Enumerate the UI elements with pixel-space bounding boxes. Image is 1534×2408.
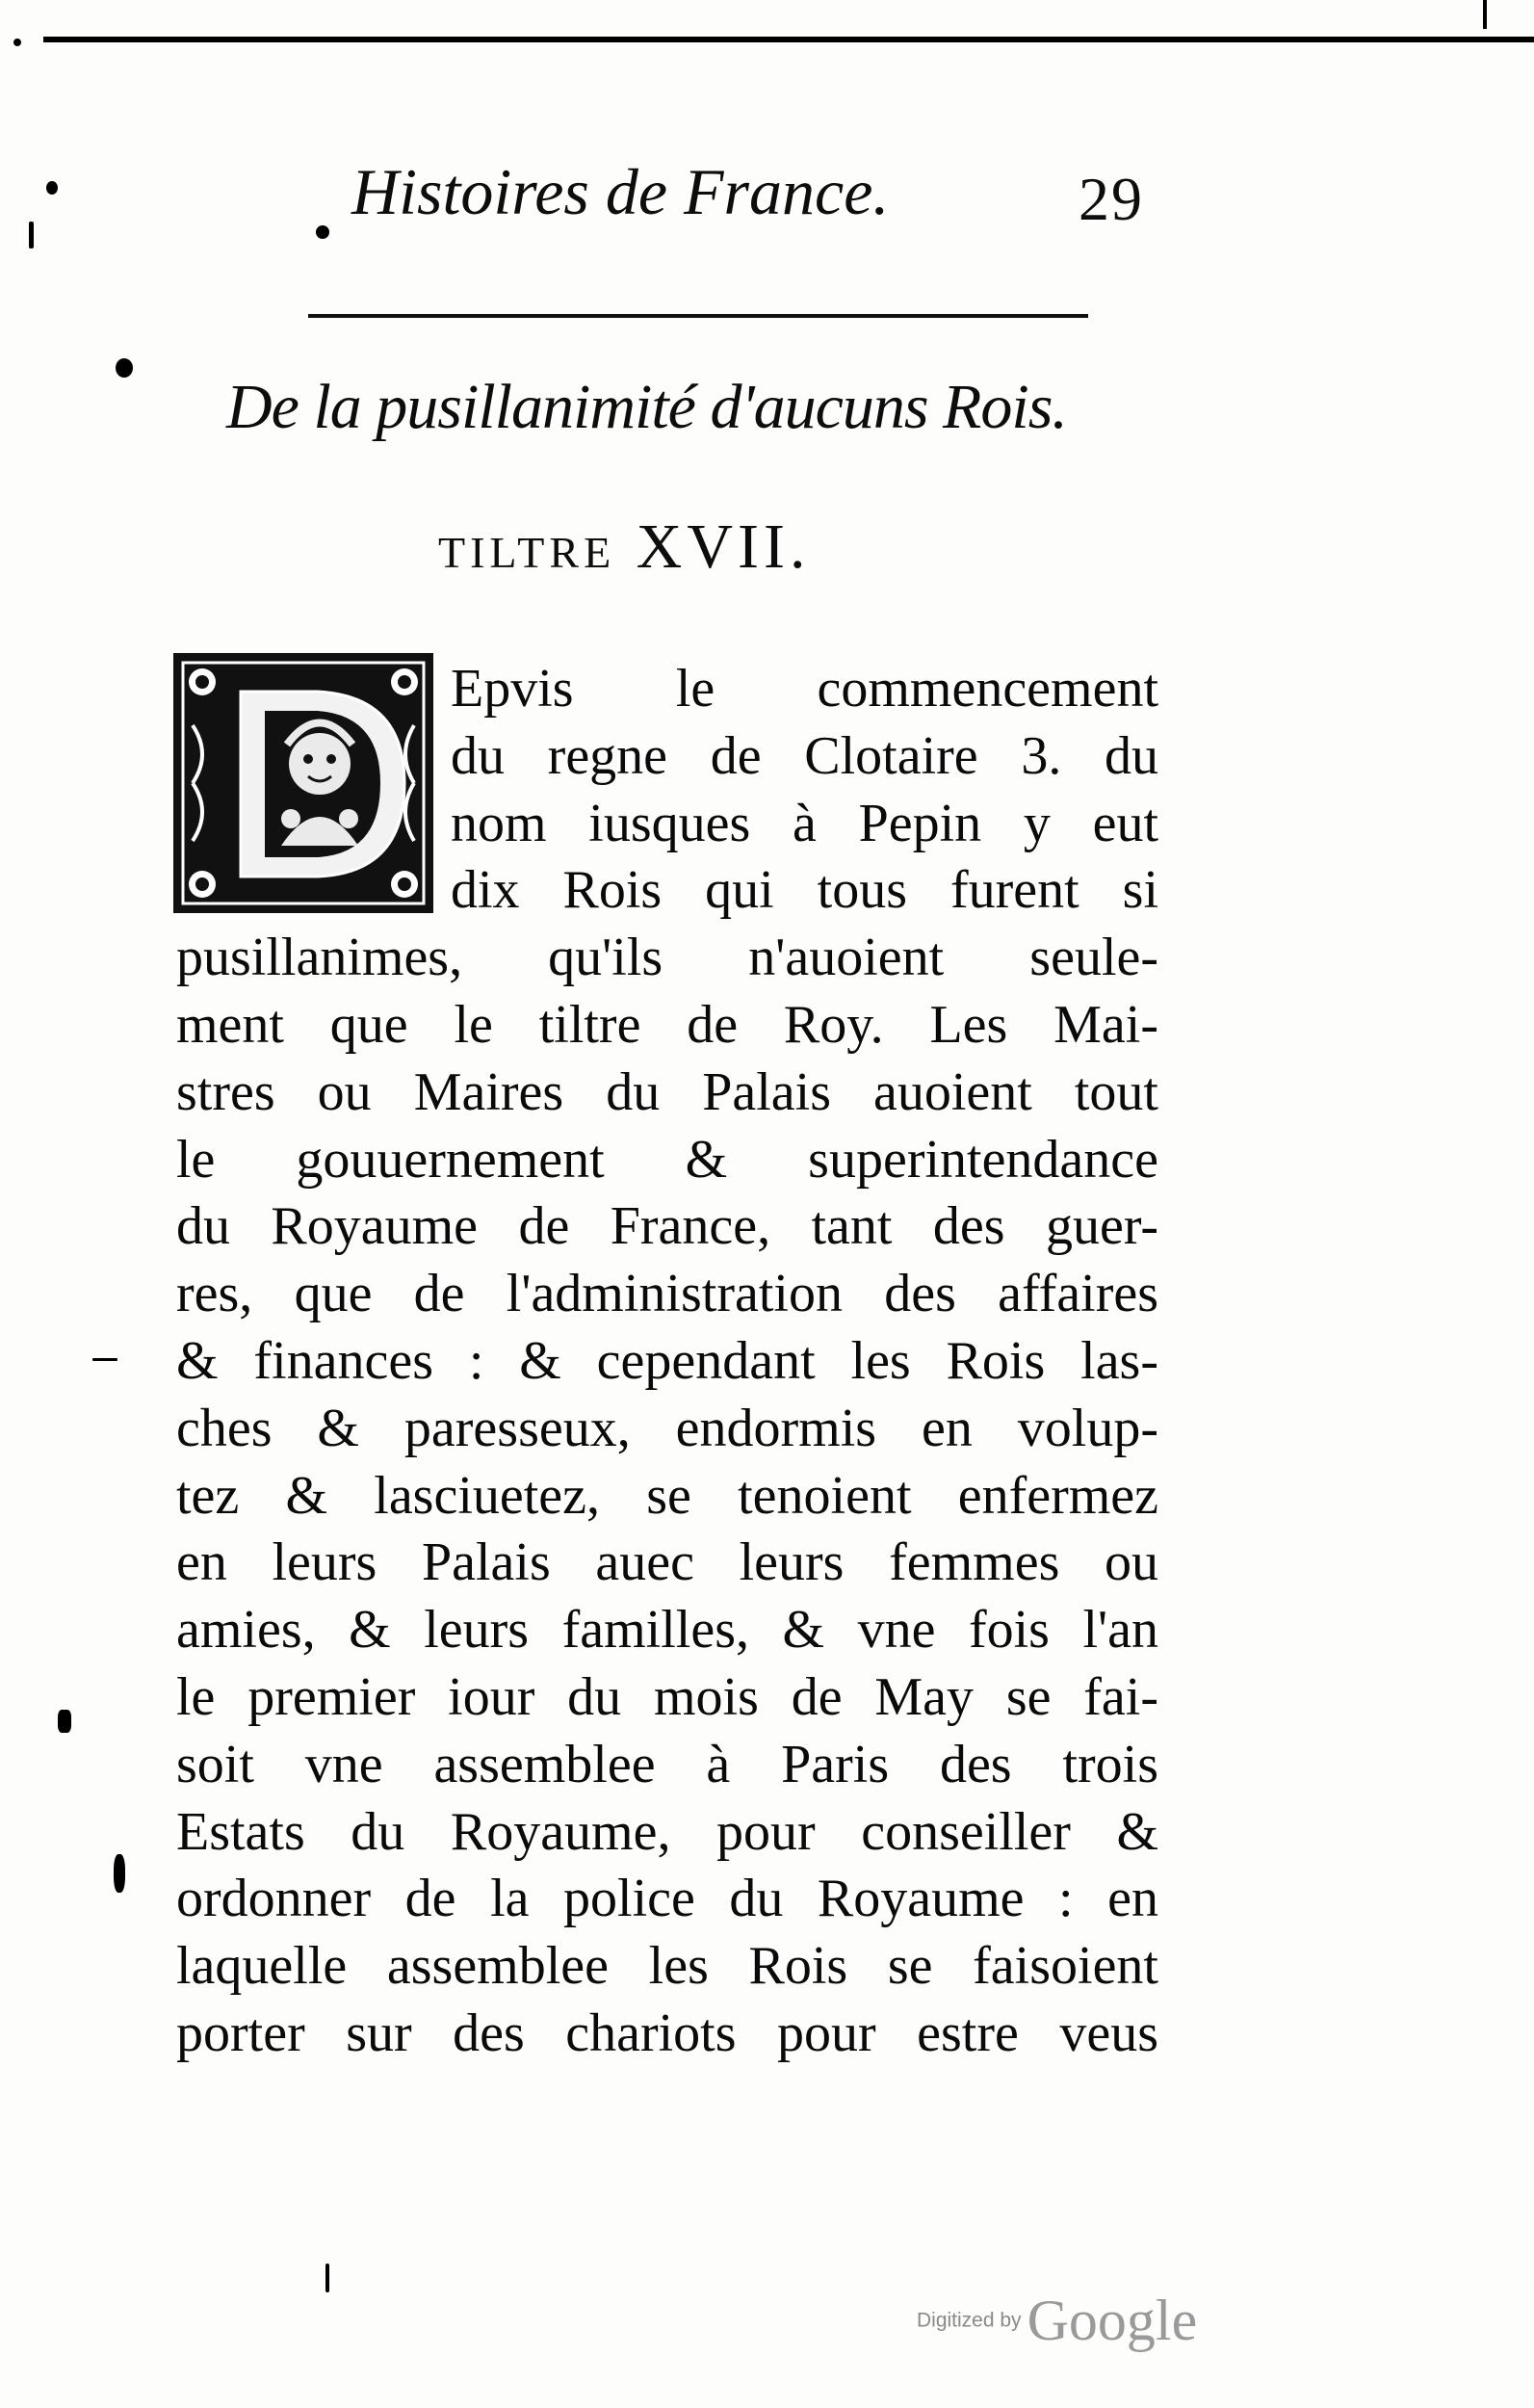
text-line: le premier iour du mois de May se fai- (176, 1667, 1158, 1727)
text-line: amies, & leurs familles, & vne fois l'an (176, 1600, 1158, 1660)
ink-speck (46, 181, 58, 195)
text-line: laquelle assemblee les Rois se faisoient (176, 1936, 1158, 1996)
text-line: du regne de Clotaire 3. du (451, 726, 1158, 786)
text-line: en leurs Palais auec leurs femmes ou (176, 1532, 1158, 1592)
text-line: pusillanimes, qu'ils n'auoient seule- (176, 928, 1158, 987)
section-label-word: TILTRE (438, 528, 616, 577)
ink-speck (325, 2264, 329, 2292)
text-line: Epvis le commencement (451, 659, 1158, 719)
top-edge-rule (43, 37, 1534, 42)
text-line: nom iusques à Pepin y eut (451, 794, 1158, 853)
ink-speck (316, 225, 329, 239)
text-line: Estats du Royaume, pour conseiller & (176, 1802, 1158, 1862)
ink-speck (116, 358, 133, 378)
ink-speck (29, 222, 34, 249)
chapter-title: De la pusillanimité d'aucuns Rois. (226, 372, 1067, 442)
right-edge-rule (1483, 0, 1487, 29)
digitized-by-label: Digitized by (917, 2309, 1022, 2332)
header-rule (308, 314, 1088, 318)
digitized-watermark (917, 2288, 1197, 2354)
ink-speck (58, 1710, 71, 1733)
ink-speck (92, 1358, 117, 1361)
text-line: stres ou Maires du Palais auoient tout (176, 1062, 1158, 1122)
text-line: tez & lasciuetez, se tenoient enfermez (176, 1466, 1158, 1526)
text-line: du Royaume de France, tant des guer- (176, 1196, 1158, 1256)
section-label (438, 510, 810, 584)
text-line: res, que de l'administration des affaires (176, 1264, 1158, 1323)
text-line: & finances : & cependant les Rois las- (176, 1331, 1158, 1391)
google-logo: Google (1027, 2289, 1198, 2352)
text-line: ment que le tiltre de Roy. Les Mai- (176, 995, 1158, 1055)
running-title: Histoires de France. (351, 155, 890, 228)
text-line: soit vne assemblee à Paris des trois (176, 1735, 1158, 1794)
ornamental-dropcap (173, 653, 433, 913)
text-line: dix Rois qui tous furent si (451, 860, 1158, 920)
text-line: ches & paresseux, endormis en volup- (176, 1399, 1158, 1458)
text-line: porter sur des chariots pour estre veus (176, 2003, 1158, 2063)
page-number: 29 (1079, 165, 1144, 233)
text-line: le gouuernement & superintendance (176, 1130, 1158, 1190)
ink-speck (114, 1854, 125, 1893)
text-line: ordonner de la police du Royaume : en (176, 1869, 1158, 1928)
section-label-numeral: XVII. (636, 511, 811, 582)
ink-speck (13, 39, 21, 46)
